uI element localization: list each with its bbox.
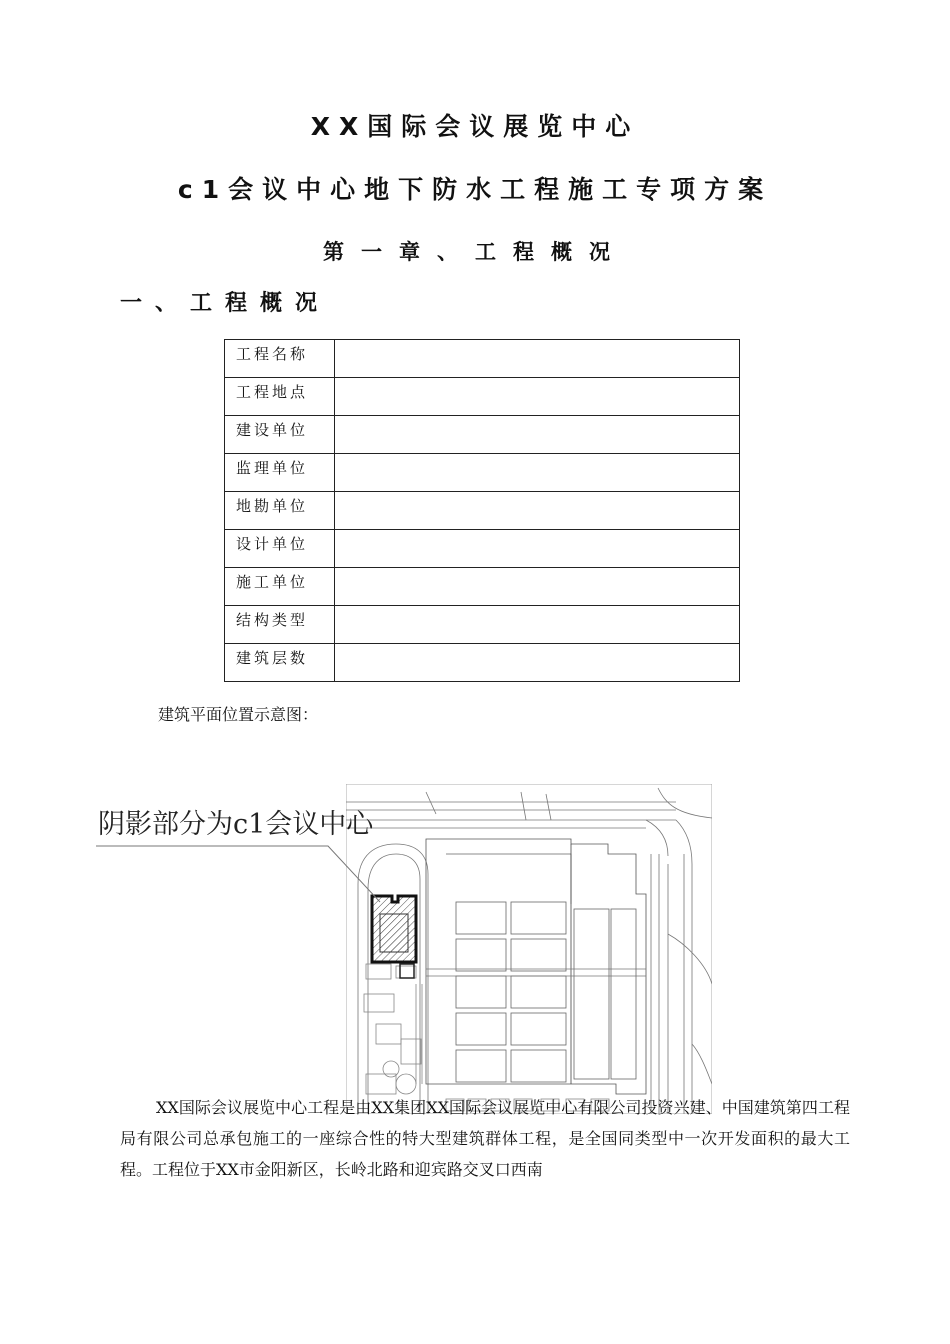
row-label: 监理单位 [225, 454, 335, 492]
row-label: 结构类型 [225, 606, 335, 644]
row-label: 工程地点 [225, 378, 335, 416]
table-row [225, 644, 740, 682]
table-row [225, 454, 740, 492]
leader-line [96, 838, 386, 908]
table-row [225, 606, 740, 644]
table-row [225, 340, 740, 378]
document-title: XX国际会议展览中心 [310, 112, 640, 141]
row-label: 工程名称 [225, 340, 335, 378]
row-label: 建设单位 [225, 416, 335, 454]
row-value [335, 644, 740, 682]
document-subtitle: c1会议中心地下防水工程施工专项方案 [177, 175, 773, 204]
row-value [335, 340, 740, 378]
site-plan-caption: 建筑平面位置示意图： [158, 705, 319, 724]
row-value [335, 416, 740, 454]
project-info-table [224, 339, 740, 682]
row-label: 建筑层数 [225, 644, 335, 682]
table-row [225, 530, 740, 568]
row-value [335, 606, 740, 644]
body-paragraph: XX国际会议展览中心工程是由XX集团XX国际会议展览中心有限公司投资兴建、中国建筑第四工程局有限公司总承包施工的一座综合性的特大型建筑群体工程，是全国同类型中一次开发面积的最大工程。工程位于XX市金阳新区，长岭北路和迎宾路交叉口西南 [120, 1098, 850, 1179]
row-label: 地勘单位 [225, 492, 335, 530]
table-row [225, 568, 740, 606]
row-value [335, 378, 740, 416]
row-value [335, 454, 740, 492]
row-value [335, 530, 740, 568]
shaded-area-label: 阴影部分为c1会议中心 [98, 809, 374, 840]
row-label: 施工单位 [225, 568, 335, 606]
site-plan-drawing [346, 784, 712, 1114]
table-row [225, 416, 740, 454]
table-row [225, 378, 740, 416]
row-label: 设计单位 [225, 530, 335, 568]
row-value [335, 568, 740, 606]
section-heading: 一、工程概况 [120, 291, 331, 316]
table-row [225, 492, 740, 530]
chapter-heading: 第一章、工程概况 [323, 240, 627, 264]
row-value [335, 492, 740, 530]
